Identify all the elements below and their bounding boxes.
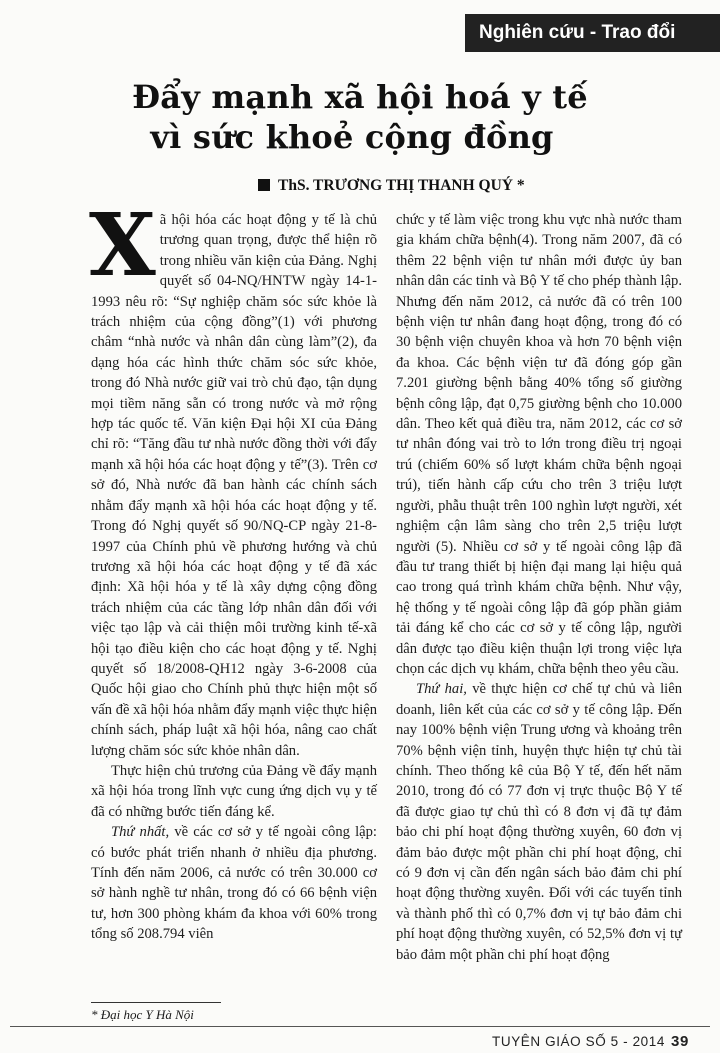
page-number: 39 — [671, 1033, 689, 1050]
paragraph: chức y tế làm việc trong khu vực nhà nước tham gia khám chữa bệnh(4). Trong năm 2007, đã có thêm 22 bệnh viện tư nhân mới được ủy ban nhân dân các tỉnh và Bộ Y tế cho phép thành lập. Nhưng đến năm 2012, cả nước đã có trên 100 bệnh viện tư nhân đang hoạt động, trong đó có 30 bệnh viện chuyên khoa và hơn 70 bệnh viện đa khoa. Các bệnh viện tư đã đóng góp gần 7.201 giường bệnh bằng 40% tổng số giường bệnh công lập, đạt 0,75 giường bệnh cho 10.000 dân. Theo kết quả điều tra, năm 2012, các cơ sở tư nhân đóng vai trò to lớn trong điều trị ngoại trú (chiếm 60% số lượt khám chữa bệnh ngoại trú), tiến hành cấp cứu cho trên 3 triệu lượt người, phẫu thuật trên 100 nghìn lượt người, xét nghiệm cận lâm sàng cho trên 2,5 triệu lượt người (5). Nhiều cơ sở y tế ngoài công lập đã đầu tư trang thiết bị hiện đại mang lại hiệu quả cao trong quá trình khám chữa bệnh. Như vậy, hệ thống y tế ngoài công lập đã góp phần giảm tải đáng kể cho các cơ sở y tế công lập, người dân được tạo điều kiện thuận lợi trong việc lựa chọn các dịch vụ khám, chữa bệnh theo yêu cầu. — [396, 212, 682, 677]
publication-name: TUYÊN GIÁO SỐ 5 - 2014 — [492, 1034, 666, 1049]
paragraph — [91, 822, 377, 944]
paragraph-text: về thực hiện cơ chế tự chủ và liên doanh, liên kết của các cơ sở y tế công lập. Đến nay 100% bệnh viện Trung ương và khoảng trên 70% bệnh viện tỉnh, huyện thực hiện tự chủ tài chính. Theo thống kê của Bộ Y tế, đến hết năm 2010, trong đó có 77 đơn vị trực thuộc Bộ Y tế đã được giao tự chủ thì có 8 đơn vị đã tự đảm bảo chi phí hoạt động thường xuyên, 60 đơn vị đảm bảo được một phần chi phí hoạt động, chỉ có 9 đơn vị cần đến ngân sách bảo đảm chi phí hoạt động thường xuyên. Đối với các tuyến tỉnh và thành phố thì có 0,7% đơn vị tự bảo đảm chi phí hoạt động thường xuyên, có 52,5% đơn vị tự bảo đảm một phần chi phí hoạt động — [396, 681, 682, 963]
article-title-line-2: vì sức khoẻ cộng đồng — [150, 118, 554, 156]
author-name: ThS. TRƯƠNG THỊ THANH QUÝ * — [278, 177, 525, 194]
drop-cap: X — [89, 195, 156, 296]
paragraph — [89, 195, 377, 761]
paragraph: Thực hiện chủ trương của Đảng về đẩy mạnh xã hội hóa trong lĩnh vực cung ứng dịch vụ y tế đã có những bước tiến đáng kể. — [91, 762, 377, 820]
article-title-line-1: Đẩy mạnh xã hội hoá y tế — [132, 78, 588, 116]
right-column — [396, 210, 682, 965]
author-byline — [258, 177, 525, 195]
footer-divider — [10, 1026, 710, 1027]
page-footer — [492, 1033, 689, 1050]
paragraph-text: ã hội hóa các hoạt động y tế là chủ trương quan trọng, được thể hiện rõ trong nhiều văn kiện của Đảng. Nghị quyết số 04-NQ/HNTW ngày 14-1-1993 nêu rõ: “Sự nghiệp chăm sóc sức khỏe là trách nhiệm của cộng đồng”(1) với phương châm “nhà nước và nhân dân cùng làm”(2), đa dạng hóa các hình thức chăm sóc sức khỏe, trong đó Nhà nước giữ vai trò chủ đạo, tận dụng mọi tiềm năng sẵn có trong nước và mở rộng hợp tác quốc tế. Văn kiện Đại hội XI của Đảng chỉ rõ: “Tăng đầu tư nhà nước đồng thời với đẩy mạnh xã hội hóa các hoạt động y tế”(3). Trên cơ sở đó, Nhà nước đã ban hành các chính sách nhằm đẩy mạnh xã hội hóa các hoạt động y tế. Trong đó Nghị quyết số 90/NQ-CP ngày 21-8-1997 của Chính phủ về phương hướng và chủ trương xã hội hóa các hoạt động y tế đã xác định: Xã hội hóa y tế là xây dựng cộng đồng trách nhiệm của các tầng lớp nhân dân đối với việc tạo lập và cải thiện môi trường kinh tế-xã hội tạo điều kiện cho các hoạt động y tế. Nghị quyết số 18/2008-QH12 ngày 3-6-2008 của Quốc hội giao cho Chính phủ thực hiện một số vấn đề xã hội hóa nhằm đẩy mạnh việc thực hiện chính sách, pháp luật xã hội hóa, nâng cao chất lượng chăm sóc sức khỏe nhân dân. — [91, 212, 377, 759]
paragraph-lead: Thứ hai, — [416, 681, 467, 698]
left-column — [89, 195, 377, 945]
section-header: Nghiên cứu - Trao đổi — [465, 14, 720, 52]
footnote: * Đại học Y Hà Nội — [91, 1007, 194, 1022]
paragraph — [396, 679, 682, 965]
footnote-divider — [91, 1002, 221, 1003]
paragraph-text: về các cơ sở y tế ngoài công lập: có bước phát triển nhanh ở nhiều địa phương. Tính đến năm 2006, cả nước có trên 30.000 cơ sở hành nghề tư nhân, trong đó có 66 bệnh viện tư, hơn 300 phòng khám đa khoa với 60% trong tổng số 208.794 viên — [91, 824, 377, 943]
paragraph-lead: Thứ nhất, — [111, 824, 170, 841]
square-bullet-icon — [258, 179, 270, 191]
